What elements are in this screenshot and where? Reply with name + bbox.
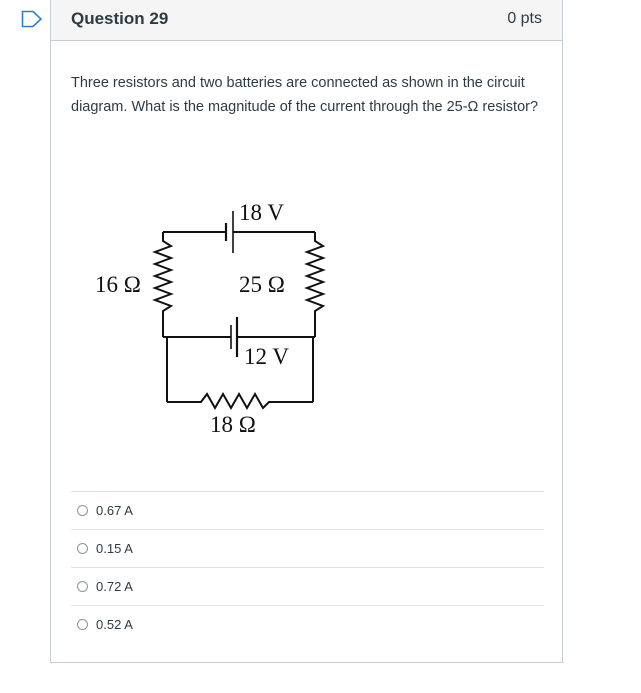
question-card [50,0,563,663]
answer-label: 0.67 A [96,503,133,518]
resistor-16-label: 16 Ω [95,272,141,297]
question-header [51,0,562,41]
answer-option[interactable] [71,529,544,567]
answer-list [71,491,544,643]
answer-option[interactable] [71,567,544,605]
question-title: Question 29 [71,9,169,28]
flag-question-icon[interactable] [21,10,43,28]
radio-button[interactable] [77,505,88,516]
answer-label: 0.72 A [96,579,133,594]
battery-12v-label: 12 V [244,344,289,369]
radio-button[interactable] [77,543,88,554]
resistor-25-label: 25 Ω [239,272,285,297]
answer-label: 0.52 A [96,617,133,632]
answer-option[interactable] [71,605,544,643]
radio-button[interactable] [77,581,88,592]
battery-18v-label: 18 V [239,200,284,225]
question-text: Three resistors and two batteries are connected as shown in the circuit diagram. What is the magnitude of the current through the 25-Ω resistor? [71,75,539,115]
circuit-diagram [91,195,351,445]
answer-label: 0.15 A [96,541,133,556]
resistor-18-label: 18 Ω [210,412,256,437]
radio-button[interactable] [77,619,88,630]
question-points: 0 pts [507,10,542,27]
answer-option[interactable] [71,491,544,529]
